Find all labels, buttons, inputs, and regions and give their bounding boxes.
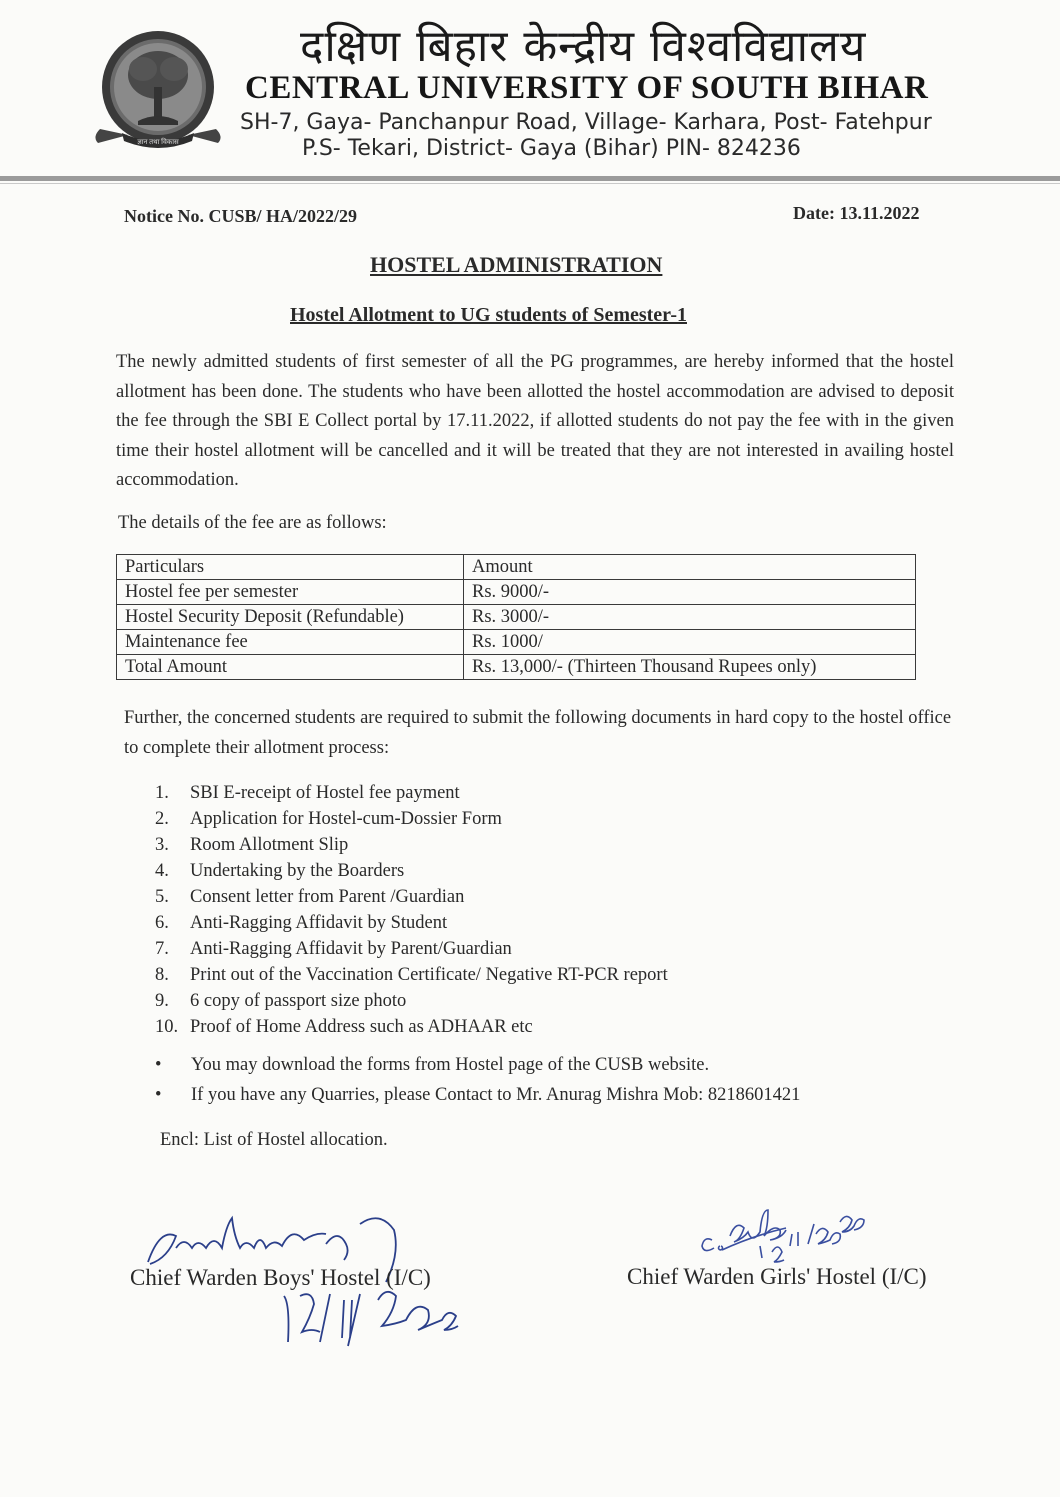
university-name: CENTRAL UNIVERSITY OF SOUTH BIHAR <box>245 70 929 106</box>
list-number: 10. <box>155 1017 179 1037</box>
table-row <box>117 655 916 680</box>
list-number: 8. <box>155 965 169 985</box>
fee-table <box>116 554 916 680</box>
list-text: Proof of Home Address such as ADHAAR etc <box>190 1017 533 1037</box>
table-cell: Rs. 1000/ <box>464 630 916 655</box>
table-header-row <box>117 555 916 580</box>
table-cell: Rs. 13,000/- (Thirteen Thousand Rupees only) <box>464 655 916 680</box>
list-number: 7. <box>155 939 169 959</box>
list-item <box>155 858 668 884</box>
table-cell: Hostel Security Deposit (Refundable) <box>117 605 464 630</box>
list-item <box>155 962 668 988</box>
table-cell: Total Amount <box>117 655 464 680</box>
list-item <box>155 1050 800 1080</box>
list-text: You may download the forms from Hostel page of the CUSB website. <box>191 1055 710 1075</box>
bullet-icon: • <box>155 1055 162 1075</box>
list-text: Consent letter from Parent /Guardian <box>190 887 465 907</box>
list-text: If you have any Quarries, please Contact to Mr. Anurag Mishra Mob: 8218601421 <box>191 1085 801 1105</box>
enclosure-note: Encl: List of Hostel allocation. <box>160 1130 388 1150</box>
list-text: Anti-Ragging Affidavit by Student <box>190 913 448 933</box>
body-paragraph: The newly admitted students of first semester of all the PG programmes, are hereby informed that the hostel allotment has been done. The students who have been allotted the hostel accommodation are advised to deposit the fee through the SBI E Collect portal by 17.11.2022, if allotted students do not pay the fee with in the given time their hostel allotment will be cancelled and it will be treated that they are not interested in availing hostel accommodation. <box>116 352 954 490</box>
list-number: 9. <box>155 991 169 1011</box>
list-number: 1. <box>155 783 169 803</box>
notes-list <box>155 1050 800 1110</box>
list-number: 2. <box>155 809 169 829</box>
documents-list <box>155 780 668 1040</box>
list-item <box>155 884 668 910</box>
fee-intro-text: The details of the fee are as follows: <box>118 513 387 533</box>
table-cell: Maintenance fee <box>117 630 464 655</box>
list-item <box>155 1014 668 1040</box>
list-number: 4. <box>155 861 169 881</box>
header-divider <box>0 176 1060 181</box>
list-number: 5. <box>155 887 169 907</box>
list-item <box>155 936 668 962</box>
svg-text:ज्ञान तथा विकास: ज्ञान तथा विकास <box>137 138 179 146</box>
list-item <box>155 780 668 806</box>
table-row <box>117 580 916 605</box>
list-item <box>155 832 668 858</box>
list-text: Print out of the Vaccination Certificate/ Negative RT-PCR report <box>190 965 668 985</box>
table-header-cell: Particulars <box>117 555 464 580</box>
list-number: 3. <box>155 835 169 855</box>
table-row <box>117 630 916 655</box>
header-divider-thin <box>0 183 1060 184</box>
right-signature <box>702 1210 864 1262</box>
list-text: SBI E-receipt of Hostel fee payment <box>190 783 460 803</box>
hindi-university-name: दक्षिण बिहार केन्द्रीय विश्वविद्यालय <box>300 21 867 72</box>
table-cell: Hostel fee per semester <box>117 580 464 605</box>
notice-number: Notice No. CUSB/ HA/2022/29 <box>124 206 357 226</box>
table-header-cell: Amount <box>464 555 916 580</box>
table-row <box>117 605 916 630</box>
documents-intro: Further, the concerned students are required to submit the following documents in hard copy to the hostel office to complete their allotment process: <box>124 708 952 758</box>
table-cell: Rs. 9000/- <box>464 580 916 605</box>
notice-date: Date: 13.11.2022 <box>793 203 920 223</box>
page-title: HOSTEL ADMINISTRATION <box>370 252 663 277</box>
address-line-2: P.S- Tekari, District- Gaya (Bihar) PIN- 824236 <box>302 136 801 161</box>
boys-warden-title: Chief Warden Boys' Hostel (I/C) <box>130 1265 431 1290</box>
page-subtitle: Hostel Allotment to UG students of Semester-1 <box>290 304 687 326</box>
list-item <box>155 988 668 1014</box>
address-line-1: SH-7, Gaya- Panchanpur Road, Village- Karhara, Post- Fatehpur <box>240 110 932 135</box>
list-text: Anti-Ragging Affidavit by Parent/Guardian <box>190 939 512 959</box>
list-text: Application for Hostel-cum-Dossier Form <box>190 809 502 829</box>
list-item <box>155 1080 800 1110</box>
list-text: Undertaking by the Boarders <box>190 861 405 881</box>
list-item <box>155 806 668 832</box>
list-text: Room Allotment Slip <box>190 835 349 855</box>
list-number: 6. <box>155 913 169 933</box>
list-text: 6 copy of passport size photo <box>190 991 407 1011</box>
table-cell: Rs. 3000/- <box>464 605 916 630</box>
bullet-icon: • <box>155 1085 162 1105</box>
tree-emblem-icon <box>88 25 228 155</box>
girls-warden-title: Chief Warden Girls' Hostel (I/C) <box>627 1264 927 1289</box>
list-item <box>155 910 668 936</box>
